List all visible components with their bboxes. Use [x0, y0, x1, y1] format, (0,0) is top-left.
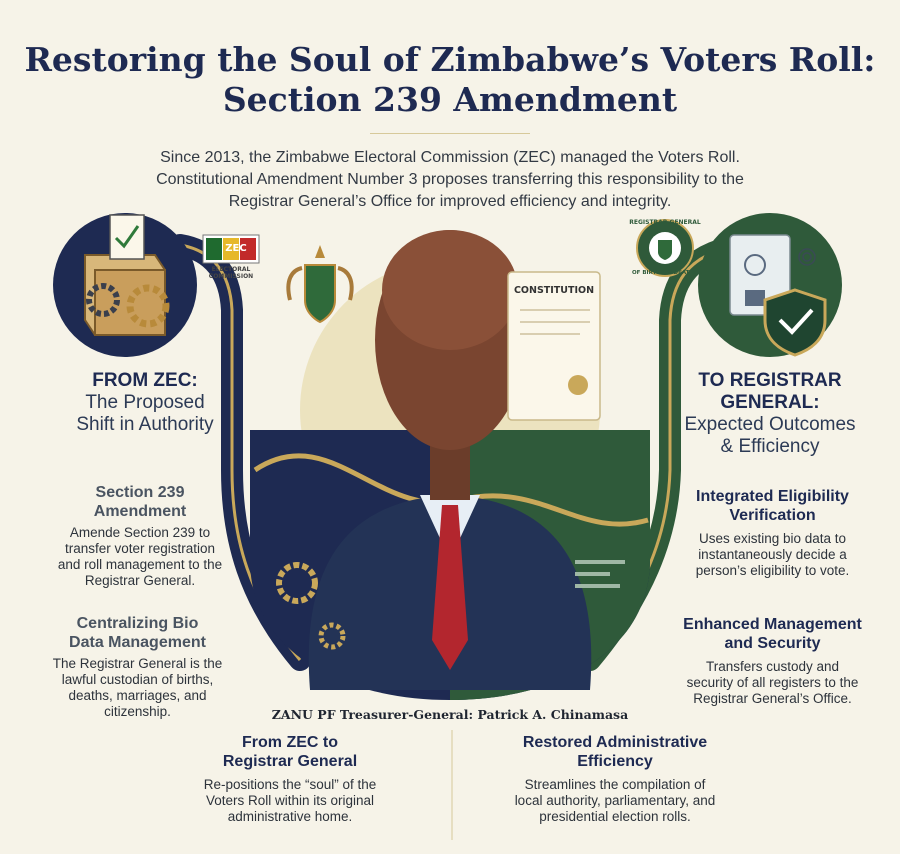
right-heading-line-1: TO REGISTRAR [698, 370, 842, 391]
portrait-caption: ZANU PF Treasurer-General: Patrick A. Chinamasa [271, 707, 629, 722]
bottom-item-2-heading-1: Restored Administrative [522, 734, 708, 751]
bottom-item-zec-to-rg [170, 733, 410, 825]
bottom-item-2-body-3: presidential election rolls. [539, 809, 691, 824]
right-item-1-heading-1: Integrated Eligibility [696, 488, 849, 505]
right-item-security [655, 615, 890, 707]
left-item-1-body-4: Registrar General. [84, 573, 196, 588]
bottom-item-efficiency [480, 733, 750, 825]
left-heading-line-3: Shift in Authority [76, 414, 214, 435]
intro-line-3: Registrar General’s Office for improved efficiency and integrity. [228, 193, 672, 210]
left-item-2-heading-1: Centralizing Bio [76, 615, 199, 632]
left-item-1-body-1: Amende Section 239 to [69, 525, 211, 540]
bottom-item-1-heading-2: Registrar General [222, 753, 358, 770]
left-item-2-body-3: deaths, marriages, and [68, 688, 207, 703]
right-heading-line-2: GENERAL: [720, 392, 820, 413]
right-item-2-body-1: Transfers custody and [705, 659, 840, 674]
right-heading-line-3: Expected Outcomes [684, 414, 856, 435]
right-item-2-heading-2: and Security [724, 635, 821, 652]
left-heading [40, 370, 250, 436]
title-line-1: Restoring the Soul of Zimbabwe’s Voters Roll: [24, 40, 876, 79]
right-item-1-body-2: instantaneously decide a [698, 547, 847, 562]
bottom-item-2-heading-2: Efficiency [577, 753, 653, 770]
right-item-2-body-2: security of all registers to the [686, 675, 859, 690]
left-item-1-body-2: transfer voter registration [64, 541, 216, 556]
left-item-section-239 [35, 483, 245, 589]
left-item-1-heading-1: Section 239 [95, 484, 185, 501]
left-item-2-body-2: lawful custodian of births, [61, 672, 214, 687]
right-item-1-body-3: person’s eligibility to vote. [695, 563, 850, 578]
intro-line-1: Since 2013, the Zimbabwe Electoral Commission (ZEC) managed the Voters Roll. [160, 149, 740, 166]
right-item-1-body-1: Uses existing bio data to [698, 531, 847, 546]
left-heading-line-2: The Proposed [85, 392, 205, 413]
zec-logo-sub: ELECTORAL COMMISSION [208, 266, 254, 280]
registrar-seal [637, 220, 693, 276]
right-heading [660, 370, 880, 458]
left-item-2-body-4: citizenship. [104, 704, 171, 719]
head-highlight [382, 230, 518, 350]
title-line-2: Section 239 Amendment [222, 80, 678, 119]
left-item-2-heading-2: Data Management [69, 634, 206, 651]
bottom-item-1-body-1: Re-positions the “soul” of the [203, 777, 377, 792]
bottom-item-1-heading-1: From ZEC to [242, 734, 338, 751]
bottom-item-2-body-1: Streamlines the compilation of [524, 777, 706, 792]
intro-line-2: Constitutional Amendment Number 3 proposes transferring this responsibility to the [156, 171, 744, 188]
right-item-1-heading-2: Verification [729, 507, 816, 524]
bottom-item-1-body-2: Voters Roll within its original [205, 793, 375, 808]
right-item-eligibility [655, 487, 890, 579]
bottom-item-1-body-3: administrative home. [227, 809, 353, 824]
left-item-1-heading-2: Amendment [93, 503, 187, 520]
rg-seal-text: REGISTRAR GENERAL [629, 219, 701, 226]
left-item-bio-data [25, 614, 250, 720]
right-item-2-heading-1: Enhanced Management [683, 616, 862, 633]
bottom-item-2-body-2: local authority, parliamentary, and [514, 793, 716, 808]
left-item-1-body-3: and roll management to the [57, 557, 223, 572]
zec-logo-text: ZEC [225, 243, 247, 254]
right-heading-line-4: & Efficiency [720, 436, 820, 457]
constitution-seal [568, 375, 588, 395]
left-heading-line-1: FROM ZEC: [92, 370, 198, 391]
right-item-2-body-3: Registrar General’s Office. [693, 691, 852, 706]
constitution-label: CONSTITUTION [513, 285, 595, 296]
rg-seal-sub: OF BIRTHS & DEATHS [632, 270, 698, 276]
left-item-2-body-1: The Registrar General is the [52, 656, 223, 671]
